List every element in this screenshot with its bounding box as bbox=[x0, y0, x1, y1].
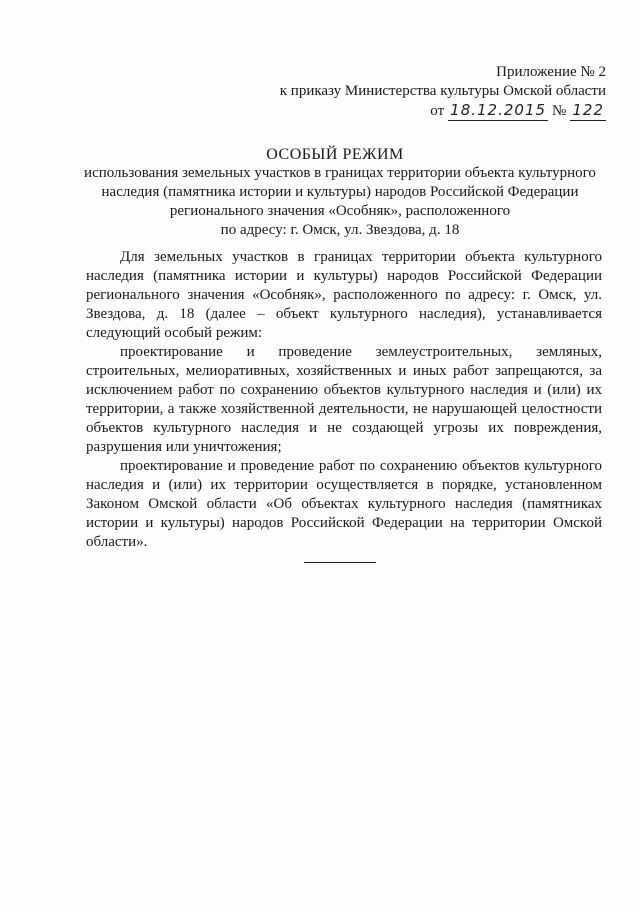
document-body bbox=[86, 248, 602, 552]
annex-number: Приложение № 2 bbox=[496, 64, 606, 80]
annex-header bbox=[280, 63, 606, 121]
subtitle-line: использования земельных участков в границах территории объекта культурного bbox=[84, 165, 596, 181]
body-paragraph: проектирование и проведение землеустроительных, земляных, строительных, мелиоративных, хозяйственных и иных работ запрещаются, за исключением работ по сохранению объектов культурного наследия и (или) их территории, а также хозяйственной деятельности, не нарушающей целостности объектов культурного наследия и не создающей угрозы их повреждения, разрушения или уничтожения; bbox=[86, 344, 602, 455]
document-title: ОСОБЫЙ РЕЖИМ bbox=[266, 146, 404, 163]
date-prefix: от bbox=[430, 103, 445, 119]
handwritten-number: 122 bbox=[572, 101, 604, 119]
subtitle-line: наследия (памятника истории и культуры) народов Российской Федерации bbox=[101, 184, 579, 200]
body-paragraph: Для земельных участков в границах территории объекта культурного наследия (памятника истории и культуры) народов Российской Федерации регионального значения «Особняк», расположенного по адресу: г. Омск, ул. Звездова, д. 18 (далее – объект культурного наследия), устанавливается следующий особый режим: bbox=[86, 249, 602, 341]
closing-rule bbox=[304, 562, 376, 563]
subtitle-line: регионального значения «Особняк», расположенного bbox=[169, 203, 511, 219]
document-subtitle bbox=[70, 164, 610, 240]
subtitle-line: по адресу: г. Омск, ул. Звездова, д. 18 bbox=[220, 222, 460, 238]
number-sign: № bbox=[552, 103, 567, 119]
handwritten-date: 18.12.2015 bbox=[450, 101, 547, 119]
order-date-line bbox=[280, 101, 606, 121]
body-paragraph: проектирование и проведение работ по сохранению объектов культурного наследия и (или) их территории осуществляется в порядке, установленном Законом Омской области «Об объектах культурного наследия (памятниках истории и культуры) народов Российской Федерации на территории Омской области». bbox=[86, 458, 602, 550]
order-reference: к приказу Министерства культуры Омской области bbox=[279, 83, 606, 99]
